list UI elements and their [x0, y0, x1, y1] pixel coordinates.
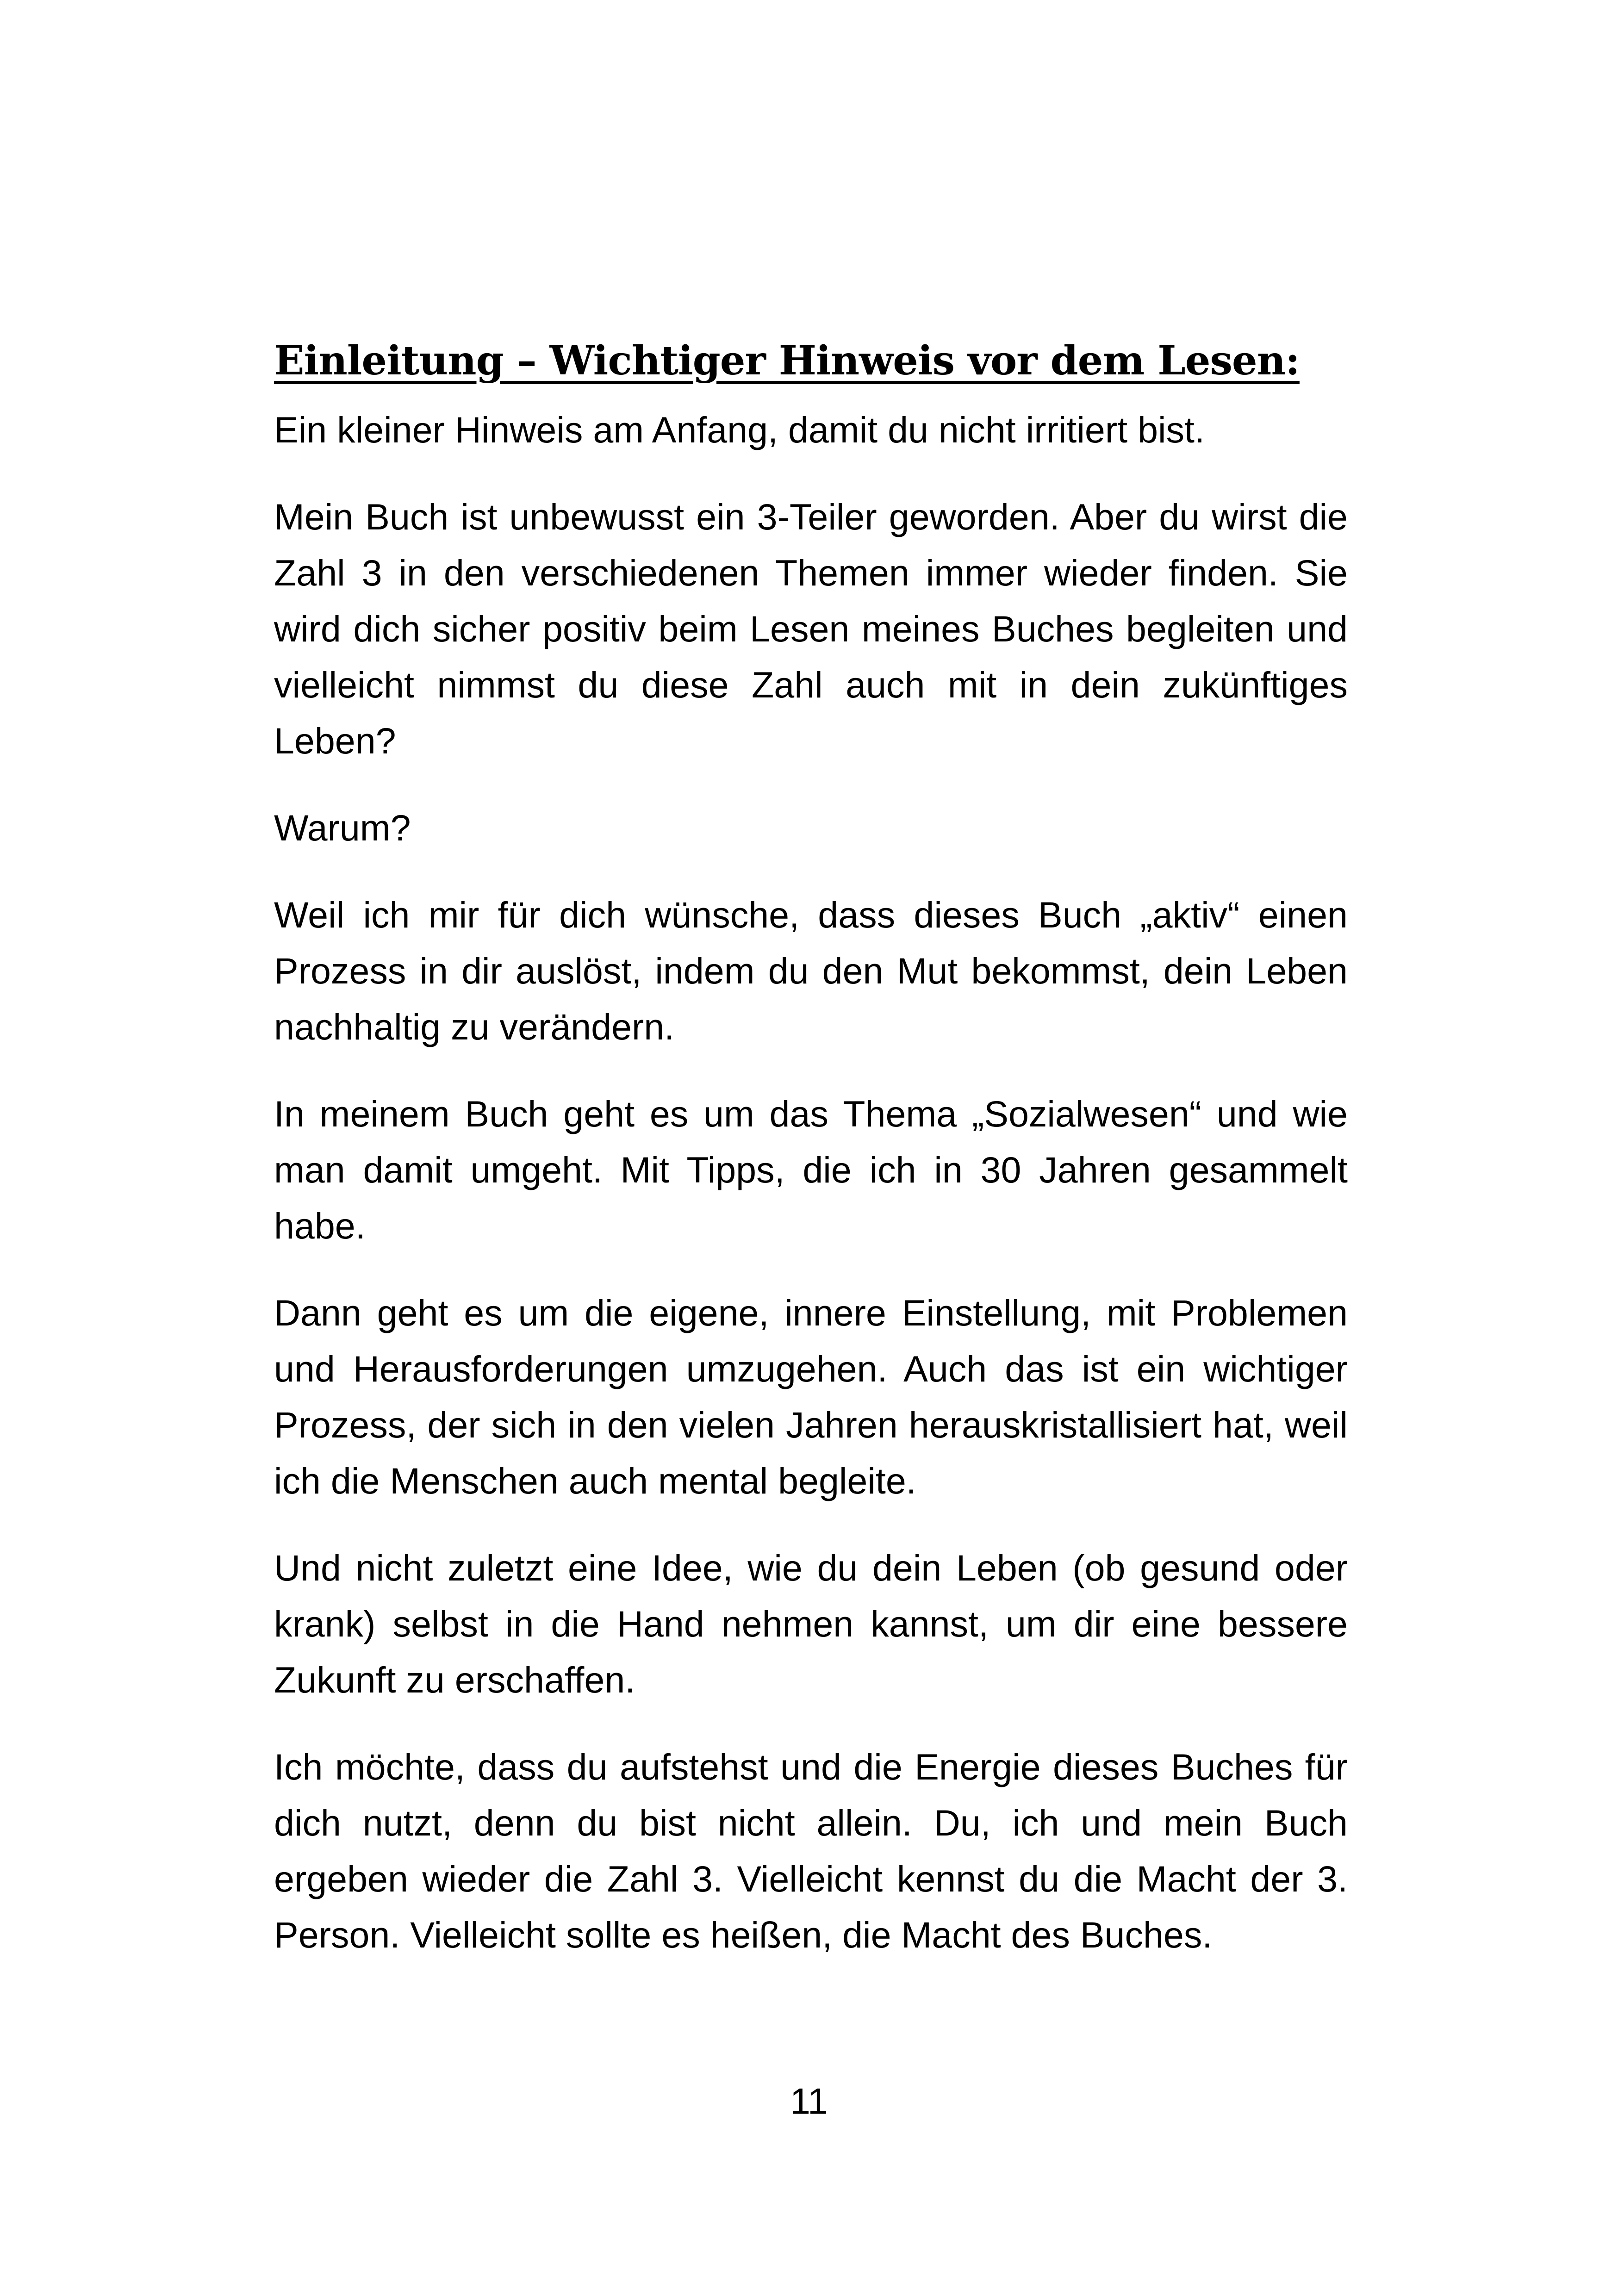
paragraph-inner-attitude: Dann geht es um die eigene, innere Einstellung, mit Problemen und Herausforderungen umzugehen. Auch das ist ein wichtiger Prozess, der sich in den vielen Jahren herauskristallisiert hat, weil ich die Menschen auch mental begleite.: [274, 1292, 1348, 1501]
paragraph-idea: Und nicht zuletzt eine Idee, wie du dein Leben (ob gesund oder krank) selbst in die Hand nehmen kannst, um dir eine bessere Zukunft zu erschaffen.: [274, 1547, 1348, 1700]
page-content: [274, 333, 1348, 1994]
paragraph-closing: Ich möchte, dass du aufstehst und die Energie dieses Buches für dich nutzt, denn du bist nicht allein. Du, ich und mein Buch ergeben wieder die Zahl 3. Vielleicht kennst du die Macht der 3. Person. Vielleicht sollte es heißen, die Macht des Buches.: [274, 1746, 1348, 1955]
paragraph-three-parts: Mein Buch ist unbewusst ein 3-Teiler geworden. Aber du wirst die Zahl 3 in den verschiedenen Themen immer wieder finden. Sie wird dich sicher positiv beim Lesen meines Buches begleiten und vielleicht nimmst du diese Zahl auch mit in dein zukünftiges Leben?: [274, 496, 1348, 761]
page-number: 11: [790, 2080, 828, 2122]
chapter-heading: Einleitung – Wichtiger Hinweis vor dem Lesen:: [274, 337, 1300, 384]
paragraph-reason: Weil ich mir für dich wünsche, dass dieses Buch „aktiv“ einen Prozess in dir auslöst, indem du den Mut bekommst, dein Leben nachhaltig zu verändern.: [274, 894, 1348, 1047]
paragraph-question: Warum?: [274, 807, 411, 848]
paragraph-social-topic: In meinem Buch geht es um das Thema „Sozialwesen“ und wie man damit umgeht. Mit Tipps, die ich in 30 Jahren gesammelt habe.: [274, 1093, 1348, 1246]
paragraph-intro: Ein kleiner Hinweis am Anfang, damit du nicht irritiert bist.: [274, 409, 1205, 450]
